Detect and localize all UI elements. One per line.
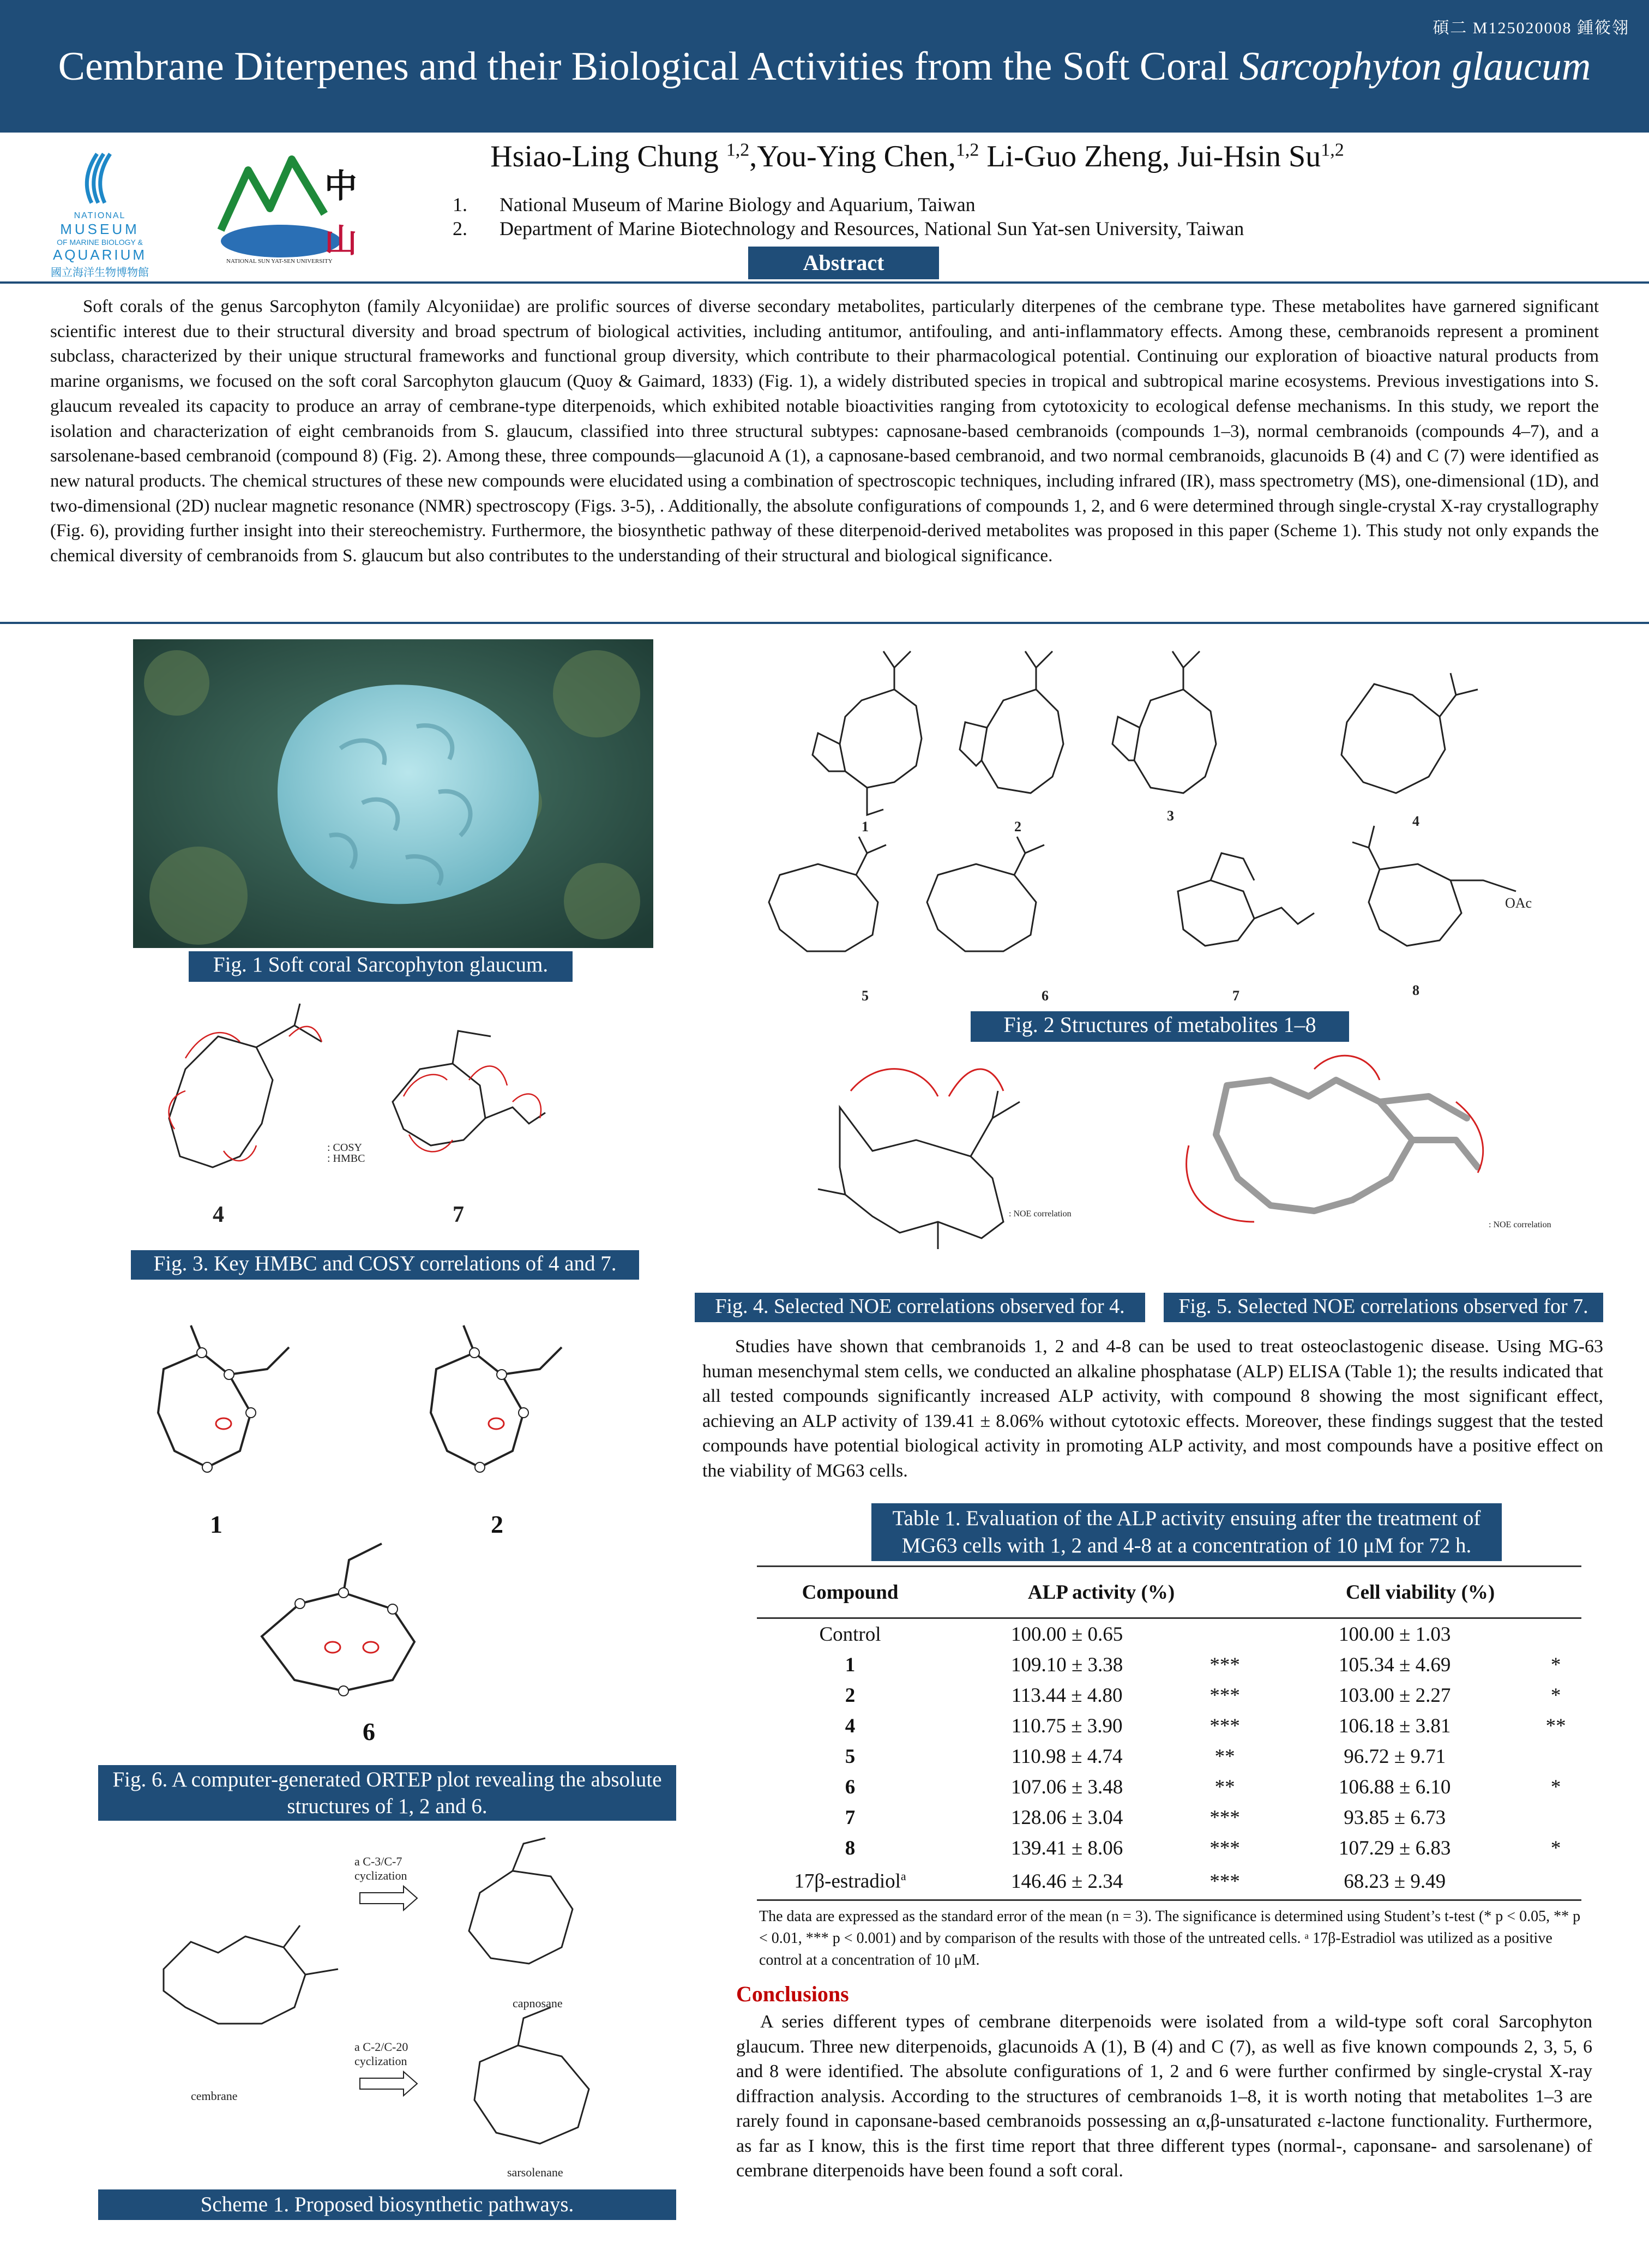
abstract-bottom-rule — [0, 622, 1649, 624]
cell-alp-sig — [1190, 1618, 1259, 1650]
poster-header — [0, 0, 1649, 133]
cell-compound: Control — [819, 1623, 881, 1646]
cell-alp: 110.98 ± 4.74 — [1011, 1745, 1123, 1768]
author-4-affiliation: 1,2 — [1321, 140, 1344, 160]
author-2: You-Ying Chen, — [757, 140, 956, 173]
table-row — [757, 1802, 1581, 1833]
museum-logo-line1: NATIONAL — [74, 211, 126, 220]
cell-alp: 107.06 ± 3.48 — [1010, 1775, 1123, 1798]
cell-alp: 146.46 ± 2.34 — [943, 1863, 1190, 1900]
affiliation-2-num: 2. — [453, 218, 467, 239]
cell-alp-sig: *** — [1190, 1863, 1259, 1900]
fig3-caption: Fig. 3. Key HMBC and COSY correlations of 4 and 7. — [131, 1250, 639, 1280]
fig6-label-2: 2 — [491, 1510, 503, 1538]
cell-viability: 103.00 ± 2.27 — [1339, 1684, 1451, 1707]
table-row — [757, 1680, 1581, 1711]
table-row — [757, 1711, 1581, 1741]
affiliation-2-text: Department of Marine Biotechnology and Resources, National Sun Yat-sen University, Taiwan — [499, 218, 1244, 239]
author-3-4: Li-Guo Zheng, Jui-Hsin Su — [986, 140, 1321, 173]
cell-compound: 5 — [845, 1745, 856, 1768]
title-species: Sarcophyton glaucum — [1239, 44, 1591, 89]
table-row — [757, 1863, 1581, 1900]
cell-viability-sig — [1530, 1741, 1581, 1772]
cell-viability: 107.29 ± 6.83 — [1339, 1837, 1451, 1859]
cell-viability: 96.72 ± 9.71 — [1344, 1745, 1446, 1768]
affiliation-1-text: National Museum of Marine Biology and Aquarium, Taiwan — [499, 194, 976, 215]
table-row — [757, 1772, 1581, 1802]
cell-alp: 110.75 ± 3.90 — [1011, 1714, 1123, 1737]
cell-viability-sig: * — [1550, 1653, 1561, 1676]
student-id: 碩二 M125020008 鍾筱翎 — [1433, 19, 1629, 37]
table-row — [757, 1741, 1581, 1772]
fig6-ortep — [109, 1287, 654, 1762]
cell-compound — [757, 1863, 943, 1900]
cell-compound: 2 — [845, 1684, 856, 1707]
fig4-noe-drawing — [785, 1058, 1167, 1276]
fig5-noe-3d-drawing — [1172, 1047, 1620, 1276]
cell-alp: 128.06 ± 3.04 — [1010, 1806, 1123, 1829]
col-viability: Cell viability (%) — [1259, 1567, 1581, 1618]
fig6-ortep-drawing — [109, 1287, 654, 1762]
cell-viability-sig: * — [1550, 1775, 1561, 1798]
affiliation-1-num: 1. — [453, 194, 467, 215]
fig2-label-4: 4 — [1412, 813, 1419, 829]
fig5-caption: Fig. 5. Selected NOE correlations observed for 7. — [1164, 1293, 1603, 1322]
col-compound: Compound — [757, 1567, 943, 1618]
scheme-name-sarsolenane: sarsolenane — [507, 2165, 563, 2179]
fig3-legend-hmbc: : HMBC — [327, 1153, 365, 1165]
author-1-affiliation: 1,2 — [726, 140, 750, 160]
fig2-structures-drawing — [731, 635, 1620, 1017]
table1-footnote: The data are expressed as the standard error of the mean (n = 3). The significance is determined using Student’s t-test (* p < 0.05, ** p < 0.01, *** p < 0.001) and by comparison of the results with those of the untreated cells. ᵃ 17β-Estradiol was utilized as a positive control at a concentration of 10 μM. — [759, 1908, 1581, 1969]
cell-compound-name: 17β-estradiol — [794, 1870, 901, 1893]
table-row — [757, 1649, 1581, 1680]
svg-text:山: 山 — [324, 223, 357, 259]
affiliation-1 — [453, 193, 976, 216]
cell-alp: 100.00 ± 0.65 — [1010, 1623, 1123, 1646]
fig2-caption: Fig. 2 Structures of metabolites 1–8 — [971, 1011, 1349, 1042]
author-line — [0, 139, 1649, 174]
fig4-noe — [785, 1058, 1167, 1276]
table-row — [757, 1833, 1581, 1863]
bioactivity-text: Studies have shown that cembranoids 1, 2 and 4-8 can be used to treat osteoclastogenic disease. Using MG-63 human mesenchymal stem cells, we conducted an alkaline phosphatase (ALP) ELISA (Table 1); the results indicated that all tested compounds significantly increased ALP activity, with compound 8 showing the most significant effect, achieving an ALP activity of 139.41 ± 8.06% without cytotoxic effects. Moreover, these findings suggest that the tested compounds have potential biological activity in promoting ALP activity, and most compounds have a positive effect on the viability of MG63 cells. — [702, 1336, 1603, 1481]
cell-alp: 139.41 ± 8.06 — [1010, 1837, 1123, 1859]
fig3-label-7: 7 — [453, 1202, 464, 1227]
cell-alp-sig: *** — [1209, 1653, 1240, 1676]
affiliation-2 — [453, 217, 1244, 240]
fig6-caption: Fig. 6. A computer-generated ORTEP plot revealing the absolute structures of 1, 2 and 6. — [98, 1765, 676, 1821]
cell-viability-sig: * — [1550, 1684, 1561, 1707]
fig5-noe-legend: : NOE correlation — [1489, 1220, 1551, 1229]
soft-coral-photo — [133, 639, 653, 948]
abstract-text: Soft corals of the genus Sarcophyton (family Alcyoniidae) are prolific sources of diverse secondary metabolites, particularly diterpenes of the cembrane type. These metabolites have garnered significant scientific interest due to their structural diversity and broad spectrum of biological activities, including antitumor, antifouling, and anti-inflammatory effects. Among these, cembranoids represent a prominent subclass, characterized by their unique structural frameworks and functional group diversity, which contribute to their pharmacological potential. Continuing our exploration of bioactive natural products from marine organisms, we focused on the soft coral Sarcophyton glaucum (Quoy & Gaimard, 1833) (Fig. 1), a widely distributed species in tropical and subtropical marine ecosystems. Previous investigations into S. glaucum revealed its capacity to produce an array of cembrane-type diterpenoids, which exhibited notable bioactivities ranging from cytotoxicity to ecological defense mechanisms. In this study, we report the isolation and characterization of eight cembranoids from S. glaucum, classified into three structural subtypes: capnosane-based cembranoids (compounds 1–3), normal cembranoids (compounds 4–7), and a sarsolenane-based cembranoid (compound 8) (Fig. 2). Among these, three compounds—glacunoid A (1), a capnosane-based cembranoid, and two normal cembranoids, glacunoids B (4) and C (7) were identified as new natural products. The chemical structures of these new compounds were elucidated using a combination of spectroscopic techniques, including infrared (IR), mass spectrometry (MS), one-dimensional (1D), and two-dimensional (2D) nuclear magnetic resonance (NMR) spectroscopy (Figs. 3-5), . Additionally, the absolute configurations of compounds 1, 2, and 6 were determined through single-crystal X-ray crystallography (Fig. 6), providing further insight into their stereochemistry. Furthermore, the biosynthetic pathway of these diterpenoid-derived metabolites was proposed in this paper (Scheme 1). This study not only expands the chemical diversity of cembranoids from S. glaucum but also contributes to the understanding of their structural and biological significance. — [50, 297, 1599, 566]
author-separator-2 — [979, 140, 986, 173]
fig3-label-4: 4 — [213, 1202, 224, 1227]
scheme-name-cembrane: cembrane — [191, 2089, 238, 2103]
fig2-oac-label: OAc — [1505, 895, 1532, 911]
cell-viability: 93.85 ± 6.73 — [1344, 1806, 1446, 1829]
author-separator-1: , — [749, 140, 757, 173]
scheme1-pathways — [120, 1827, 654, 2187]
fig3-correlations-drawing — [131, 993, 654, 1233]
alp-table-header — [757, 1567, 1581, 1618]
scheme-arrow2-line1: a C-2/C-20 — [354, 2040, 408, 2054]
scheme-arrow1-line1: a C-3/C-7 — [354, 1855, 402, 1868]
svg-text:中: 中 — [324, 169, 357, 205]
fig2-label-8: 8 — [1412, 982, 1419, 998]
cell-viability: 100.00 ± 1.03 — [1339, 1623, 1451, 1646]
museum-logo-line4: AQUARIUM — [52, 247, 147, 263]
fig2-label-6: 6 — [1042, 988, 1049, 1004]
fig2-label-7: 7 — [1232, 988, 1239, 1004]
cell-viability: 106.88 ± 6.10 — [1339, 1775, 1451, 1798]
title-prefix: Cembrane Diterpenes and their Biological Activities from the Soft Coral — [58, 44, 1239, 89]
scheme-name-capnosane: capnosane — [513, 1996, 563, 2010]
cell-alp-sig: *** — [1209, 1714, 1240, 1737]
abstract-label: Abstract — [748, 247, 939, 279]
alp-table — [757, 1565, 1581, 1901]
museum-logo-line3: OF MARINE BIOLOGY & — [57, 238, 143, 247]
poster-title — [0, 44, 1649, 90]
cell-alp-sig: ** — [1214, 1775, 1235, 1798]
cell-alp-sig: ** — [1214, 1745, 1235, 1768]
cell-compound: 1 — [845, 1653, 856, 1676]
nsysu-logo-text: NATIONAL SUN YAT-SEN UNIVERSITY — [226, 258, 333, 265]
fig2-label-5: 5 — [862, 988, 869, 1004]
fig2-label-1: 1 — [862, 819, 869, 835]
cell-compound: 6 — [845, 1775, 856, 1798]
scheme1-caption: Scheme 1. Proposed biosynthetic pathways. — [98, 2189, 676, 2220]
conclusions-text: A series different types of cembrane diterpenoids were isolated from a wild-type soft coral Sarcophyton glaucum. Three new diterpenoids, glacunoids A (1), B (4) and C (7), as well as five known compounds 2, 3, 5, 6 and 8 were identified. The absolute configurations of 1, 2 and 6 were further confirmed by single-crystal X-ray diffraction analysis. According to the structures of cembranoids 1–8, it is worth noting that metabolites 1–3 are rarely found in caponsane-based cembranoids possessing an α,β-unsaturated ε-lactone functionality. Furthermore, as far as I know, this is the first time report that three different types (normal-, caponsane- and sarsolenane) of cembrane diterpenoids have been found a soft coral. — [736, 2012, 1592, 2181]
cell-viability-sig — [1530, 1802, 1581, 1833]
scheme1-pathways-drawing — [120, 1827, 654, 2187]
scheme-arrow1-line2: cyclization — [354, 1869, 407, 1882]
fig3-correlations — [131, 993, 654, 1233]
cell-compound: 8 — [845, 1837, 856, 1859]
fig4-caption: Fig. 4. Selected NOE correlations observed for 4. — [695, 1293, 1145, 1322]
fig4-noe-legend: : NOE correlation — [1009, 1209, 1072, 1219]
fig3-legend-cosy: : COSY — [327, 1142, 362, 1154]
cell-viability-sig — [1530, 1618, 1581, 1650]
cell-alp-sig: *** — [1209, 1837, 1240, 1859]
cell-alp: 109.10 ± 3.38 — [1010, 1653, 1123, 1676]
cell-alp-sig: *** — [1209, 1684, 1240, 1707]
cell-compound: 4 — [845, 1714, 856, 1737]
cell-viability: 106.18 ± 3.81 — [1339, 1714, 1451, 1737]
fig2-label-2: 2 — [1014, 819, 1021, 835]
cell-alp: 113.44 ± 4.80 — [1011, 1684, 1123, 1707]
fig2-structures — [731, 635, 1620, 1017]
estradiol-footnote-mark: a — [900, 1869, 906, 1883]
fig6-label-6: 6 — [363, 1718, 375, 1745]
fig2-label-3: 3 — [1167, 808, 1174, 824]
fig5-noe-3d — [1172, 1047, 1620, 1276]
author-2-affiliation: 1,2 — [955, 140, 979, 160]
author-1: Hsiao-Ling Chung — [490, 140, 726, 173]
conclusions-heading: Conclusions — [736, 1982, 849, 2006]
cell-viability: 105.34 ± 4.69 — [1339, 1653, 1451, 1676]
scheme-arrow2-line2: cyclization — [354, 2054, 407, 2068]
table1-caption: Table 1. Evaluation of the ALP activity ensuing after the treatment of MG63 cells with 1, 2 and 4-8 at a concentration of 10 μM for 72 h. — [871, 1503, 1502, 1561]
cell-viability-sig — [1530, 1863, 1581, 1900]
museum-logo-line2: MUSEUM — [60, 221, 140, 237]
cell-viability-sig: * — [1550, 1837, 1561, 1859]
cell-viability: 68.23 ± 9.49 — [1259, 1863, 1530, 1900]
cell-compound: 7 — [845, 1806, 856, 1829]
museum-logo-line5: 國立海洋生物博物館 — [51, 266, 149, 279]
fig1-caption: Fig. 1 Soft coral Sarcophyton glaucum. — [189, 951, 573, 982]
table-row — [757, 1618, 1581, 1650]
fig6-label-1: 1 — [210, 1510, 222, 1538]
col-alp: ALP activity (%) — [943, 1567, 1259, 1618]
cell-viability-sig: ** — [1545, 1714, 1566, 1737]
cell-alp-sig: *** — [1209, 1806, 1240, 1829]
abstract-top-rule — [0, 281, 1649, 284]
